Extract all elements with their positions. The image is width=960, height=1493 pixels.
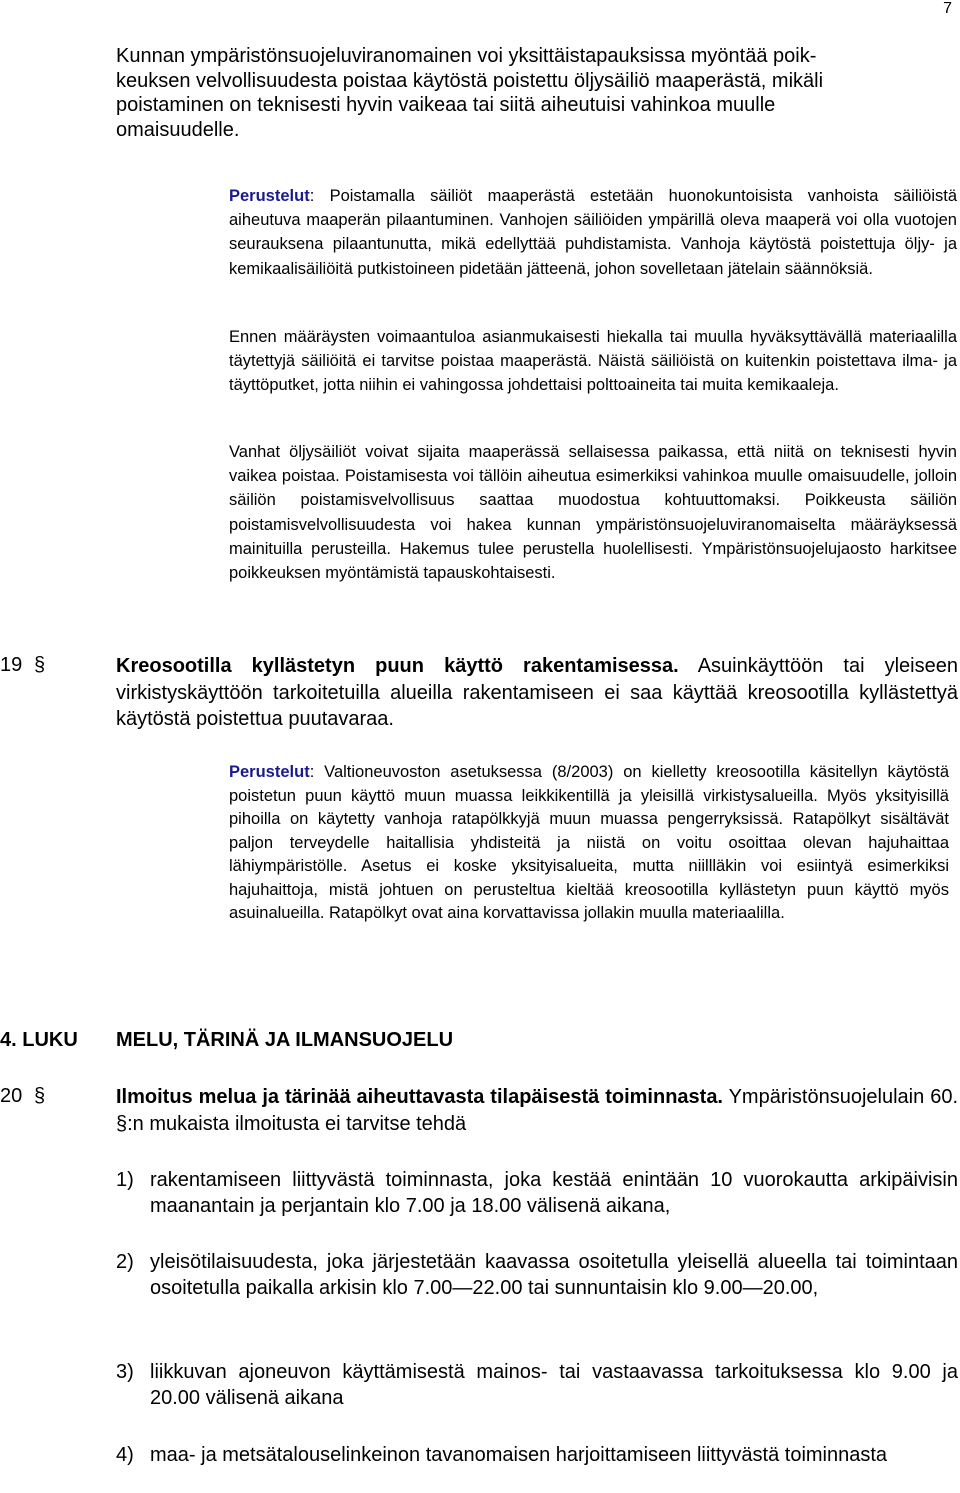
section-body: Ympäristönsuojelulain 60. §:n mukaista ilmoitusta ei tarvitse tehdä: [116, 1086, 958, 1135]
section-text: [116, 1084, 958, 1137]
chapter-title: MELU, TÄRINÄ JA ILMANSUOJELU: [116, 1029, 454, 1051]
section-number: 19: [0, 654, 23, 676]
intro-paragraph: [116, 44, 954, 142]
body-paragraph: Vanhat öljysäiliöt voivat sijaita maaperässä sellaisessa paikassa, että niitä on teknisesti hyvin vaikea poistaa. Poistamisesta voi tällöin aiheutua esimerkiksi vahinkoa muulle omaisuudelle, jolloin säiliön poistamisvelvollisuus saattaa muodostua kohtuuttomaksi. Poikkeusta säiliön poistamisvelvollisuudesta voi hakea kunnan ympäristönsuojeluviranomaiselta määräyksessä mainituilla perusteilla. Hakemus tulee perustella huolellisesti. Ympäristönsuojelujaosto harkitsee poikkeuksen myöntämistä tapauskohtaisesti.: [229, 443, 957, 583]
intro-line: keuksen velvollisuudesta poistaa käytöstä poistettu öljysäiliö maaperästä, mikäli: [116, 69, 824, 92]
intro-line: Kunnan ympäristönsuojeluviranomainen voi yksittäistapauksissa myöntää poik-: [116, 45, 817, 67]
justification-label: Perustelut: [229, 763, 310, 781]
section-number: 20: [0, 1085, 23, 1107]
list-item-text: rakentamiseen liittyvästä toiminnasta, joka kestää enintään 10 vuorokautta arkipäivisin maanantain ja perjantain klo 7.00 ja 18.00 välisenä aikana,: [150, 1169, 958, 1217]
section-mark: §: [34, 654, 46, 676]
section-mark: §: [34, 1085, 46, 1107]
section-heading: Kreosootilla kyllästetyn puun käyttö rakentamisessa.: [116, 655, 679, 677]
list-item-number: 3): [116, 1361, 134, 1383]
justification-label: Perustelut: [229, 187, 310, 205]
justification-text: : Valtioneuvoston asetuksessa (8/2003) on kielletty kreosootilla käsitellyn käytöstä poistetun puun käyttö muun muassa leikkikentillä ja yleisillä virkistysalueilla. Myös yksityisillä pihoilla on käytetty vanhoja ratapölkkyjä muun muassa pengerryksissä. Ratapölkyt sisältävät paljon terveydelle haitallisia yhdisteitä ja niistä on voitu osoittaa olevan hajuhaittaa lähiympäristölle. Asetus ei koske yksityisalueita, mutta niillläkin voi esiintyä esimerkiksi hajuhaittoja, mistä johtuen on perusteltua kieltää kreosootilla kyllästetyn puun käyttö myös asuinalueilla. Ratapölkyt ovat aina korvattavissa jollakin muulla materiaalilla.: [229, 763, 949, 922]
list-item-text: yleisötilaisuudesta, joka järjestetään kaavassa osoitetulla yleisellä alueella tai toimintaan osoitetulla paikalla arkisin klo 7.00—22.00 tai sunnuntaisin klo 9.00—20.00,: [150, 1251, 958, 1299]
list-item-number: 2): [116, 1251, 134, 1273]
intro-line: omaisuudelle.: [116, 118, 240, 141]
section-body: Asuinkäyttöön tai yleiseen virkistyskäyttöön tarkoitetuilla alueilla rakentamiseen ei saa käyttää kreosootilla kyllästettyä käytöstä poistettua puutavaraa.: [116, 655, 958, 730]
list-item-number: 1): [116, 1169, 134, 1191]
justification-paragraph: [229, 184, 957, 281]
body-paragraph: Ennen määräysten voimaantuloa asianmukaisesti hiekalla tai muulla hyväksyttävällä materiaalilla täytettyjä säiliöitä ei tarvitse poistaa maaperästä. Näistä säiliöistä on kuitenkin poistettava ilma- ja täyttöputket, jotta niihin ei vahingossa johdettaisi polttoaineita tai muita kemikaaleja.: [229, 328, 957, 395]
chapter-number: 4. LUKU: [0, 1029, 78, 1051]
list-item-text: maa- ja metsätalouselinkeinon tavanomaisen harjoittamiseen liittyvästä toiminnasta: [150, 1444, 888, 1466]
page-number: 7: [943, 0, 952, 17]
list-item-text: liikkuvan ajoneuvon käyttämisestä mainos- tai vastaavassa tarkoituksessa klo 9.00 ja 20.00 välisenä aikana: [150, 1361, 958, 1409]
section-text: [116, 653, 958, 733]
justification-paragraph: [229, 761, 949, 926]
section-heading: Ilmoitus melua ja tärinää aiheuttavasta tilapäisestä toiminnasta.: [116, 1086, 723, 1108]
intro-line: poistaminen on teknisesti hyvin vaikeaa tai siitä aiheutuisi vahinkoa muulle: [116, 94, 776, 116]
justification-text: : Poistamalla säiliöt maaperästä estetään huonokuntoisista vanhoista säiliöistä aiheutuva maaperän pilaantuminen. Vanhojen säiliöiden ympärillä oleva maaperä voi olla vuotojen seurauksena pilaantunutta, mikä edellyttää puhdistamista. Vanhoja käytöstä poistettuja öljy- ja kemikaalisäiliöitä putkistoineen pidetään jätteenä, johon sovelletaan jätelain säännöksiä.: [229, 187, 957, 278]
list-item-number: 4): [116, 1444, 134, 1466]
